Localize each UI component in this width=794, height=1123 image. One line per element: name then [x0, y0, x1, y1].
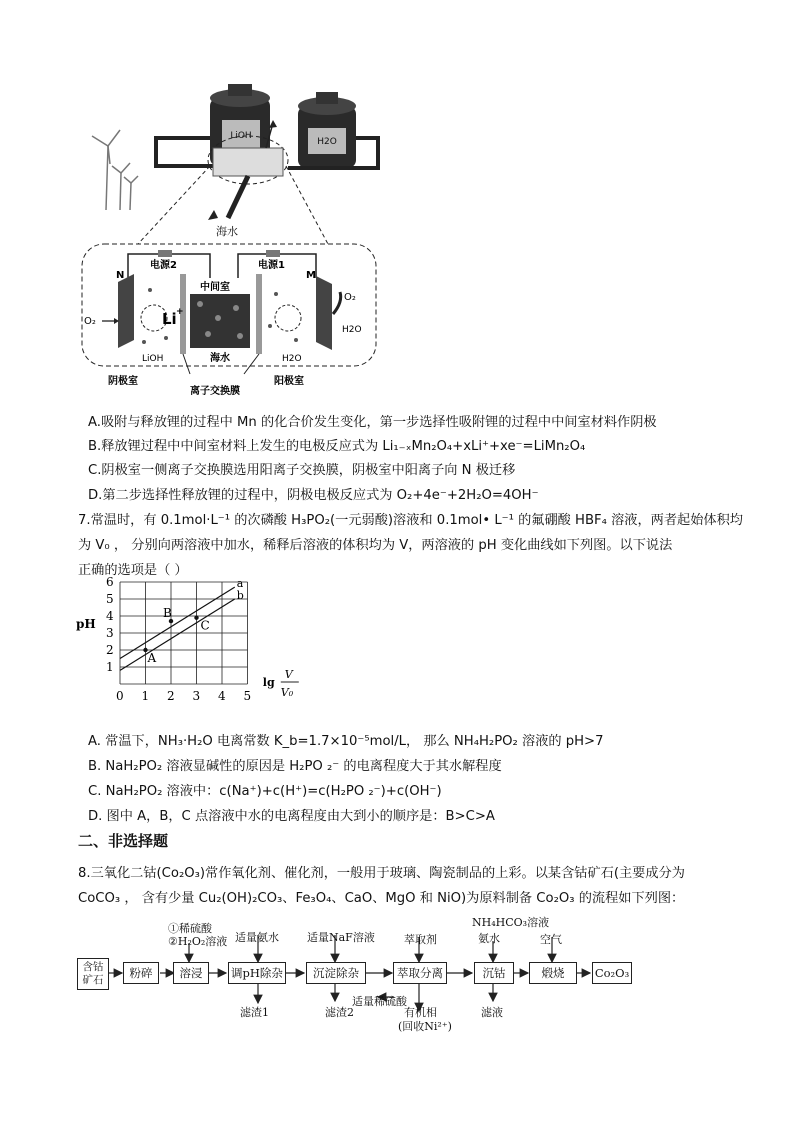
reagent-ammonia: 适量氨水 — [235, 931, 279, 944]
x-tick-label: 2 — [167, 689, 175, 703]
calcine-box: 煅烧 — [529, 962, 577, 984]
organic-phase: 有机相 — [404, 1006, 437, 1019]
q7-stem-line1: 7.常温时，有 0.1mol·L⁻¹ 的次磷酸 H₃PO₂(一元弱酸)溶液和 0.1mol• L⁻¹ 的氟硼酸 HBF₄ 溶液，两者起始体积均 — [78, 513, 743, 528]
section-heading: 二、非选择题 — [78, 832, 169, 850]
point-label-B: B — [163, 606, 172, 621]
point-label-C: C — [200, 618, 210, 633]
q6-option-d: D.第二步选择性释放锂的过程中，阴极电极反应式为 O₂+4e⁻+2H₂O=4OH⁻ — [88, 488, 539, 503]
q7-option-a: A. 常温下，NH₃·H₂O 电离常数 K_b=1.7×10⁻⁵mol/L， 那么 NH₄H₂PO₂ 溶液的 pH>7 — [88, 734, 604, 749]
reagent-leach-2: ②H₂O₂溶液 — [168, 935, 228, 948]
x-axis-label-denominator: V₀ — [280, 686, 294, 699]
electrolysis-figure — [78, 78, 398, 398]
y-axis-label: pH — [76, 616, 96, 631]
lioh-bottom-label: LiOH — [142, 354, 164, 364]
reagent-ammonia-2: 氨水 — [478, 932, 500, 945]
residue-2: 滤渣2 — [325, 1006, 354, 1019]
reagent-nh4hco3: NH₄HCO₃溶液 — [472, 916, 550, 929]
middle-room-label: 中间室 — [200, 282, 230, 293]
y-tick-label: 1 — [106, 660, 114, 674]
y-tick-label: 2 — [106, 643, 114, 657]
li-ion-label: Li — [162, 310, 177, 328]
q8-stem-line1: 8.三氧化二钴(Co₂O₃)常作氧化剂、催化剂，一般用于玻璃、陶瓷制品的上彩。以某含钴矿石(主要成分为 — [78, 866, 685, 881]
x-axis-label-numerator: V — [284, 668, 293, 681]
wind-turbine-icon — [92, 130, 138, 210]
tank-lioh-label: LiOH — [230, 131, 252, 141]
o2-right-label: O₂ — [344, 292, 356, 303]
leach-box: 溶浸 — [173, 962, 209, 984]
co-precip-box: 沉钴 — [474, 962, 514, 984]
q7-option-c: C. NaH₂PO₂ 溶液中：c(Na⁺)+c(H⁺)=c(H₂PO ₂⁻)+c(OH⁻) — [88, 784, 442, 799]
h2o-tank — [298, 92, 356, 168]
series-label-b: b — [236, 589, 244, 602]
series-label-a: a — [236, 577, 244, 591]
x-axis-label-prefix: lg — [262, 676, 275, 689]
series-line-a — [120, 587, 235, 658]
ore-box: 含钴矿石 — [77, 958, 109, 990]
q6-option-a: A.吸附与释放锂的过程中 Mn 的化合价发生变化，第一步选择性吸附锂的过程中中间室材料作阴极 — [88, 415, 657, 430]
point-C — [194, 616, 198, 620]
x-tick-label: 5 — [243, 689, 252, 703]
ph-adjust-box: 调pH除杂 — [228, 962, 286, 984]
x-tick-label: 4 — [218, 689, 226, 703]
cathode-room-label: 阴极室 — [108, 376, 138, 387]
electrode-m-label: M — [306, 270, 316, 281]
tank-h2o-label: H2O — [317, 137, 337, 147]
q7-stem-line3: 正确的选项是（ ） — [78, 563, 188, 578]
h2o-right-label: H2O — [342, 325, 362, 335]
reagent-air: 空气 — [540, 933, 562, 946]
reagent-leach-1: ①稀硫酸 — [168, 922, 212, 935]
membrane-label: 离子交换膜 — [190, 386, 240, 397]
x-tick-label: 1 — [141, 689, 150, 703]
seawater-bottom-label: 海水 — [210, 353, 230, 364]
precipitate-box: 沉淀除杂 — [306, 962, 366, 984]
seawater-top-label: 海水 — [216, 225, 238, 238]
anode-room-label: 阳极室 — [274, 376, 304, 387]
extract-box: 萃取分离 — [393, 962, 447, 984]
ph-dilution-chart — [76, 575, 316, 728]
q7-option-b: B. NaH₂PO₂ 溶液显碱性的原因是 H₂PO ₂⁻ 的电离程度大于其水解程度 — [88, 759, 502, 774]
crush-box: 粉碎 — [123, 962, 159, 984]
y-tick-label: 6 — [106, 575, 114, 589]
y-tick-label: 5 — [106, 592, 114, 606]
power2-label: 电源2 — [150, 260, 177, 271]
residue-1: 滤渣1 — [240, 1006, 269, 1019]
q7-stem-line2: 为 V₀ ， 分别向两溶液中加水，稀释后溶液的体积均为 V，两溶液的 pH 变化曲线如下列图。以下说法 — [78, 538, 673, 553]
recover-ni: (回收Ni²⁺) — [398, 1020, 452, 1033]
series-line-b — [120, 599, 235, 670]
point-label-A: A — [147, 651, 157, 665]
q7-option-d: D. 图中 A，B，C 点溶液中水的电离程度由大到小的顺序是：B>C>A — [88, 809, 495, 824]
li-ion-charge: + — [176, 307, 184, 317]
reagent-naf: 适量NaF溶液 — [307, 931, 375, 944]
reagent-extractant: 萃取剂 — [404, 933, 437, 946]
x-tick-label: 3 — [192, 689, 201, 703]
q8-stem-line2: CoCO₃ ， 含有少量 Cu₂(OH)₂CO₃、Fe₃O₄、CaO、MgO 和 NiO)为原料制备 Co₂O₃ 的流程如下列图： — [78, 891, 685, 906]
power1-label: 电源1 — [258, 260, 285, 271]
product-box: Co₂O₃ — [592, 962, 632, 984]
y-tick-label: 3 — [106, 626, 114, 640]
q6-option-c: C.阴极室一侧离子交换膜选用阳离子交换膜，阴极室中阳离子向 N 极迁移 — [88, 463, 516, 478]
o2-left-label: O₂ — [84, 316, 96, 327]
q6-option-b: B.释放锂过程中中间室材料上发生的电极反应式为 Li₁₋ₓMn₂O₄+xLi⁺+xe⁻=LiMn₂O₄ — [88, 439, 586, 454]
x-tick-label: 0 — [116, 689, 124, 703]
h2o-bottom-label: H2O — [282, 354, 302, 364]
y-tick-label: 4 — [106, 609, 114, 623]
electrode-n-label: N — [116, 270, 125, 281]
reagent-h2so4: 适量稀硫酸 — [352, 995, 407, 1008]
filtrate: 滤液 — [481, 1006, 503, 1019]
